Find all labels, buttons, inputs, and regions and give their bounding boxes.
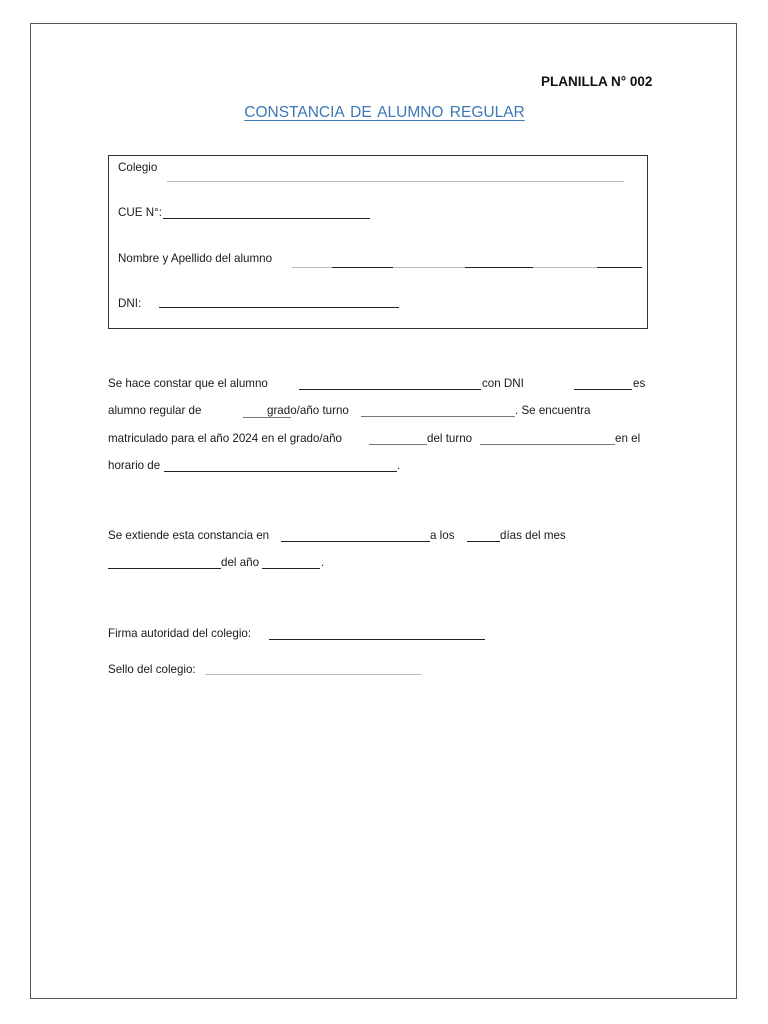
nombre-field-segment[interactable] [533, 267, 597, 268]
p1-line1-text: con DNI [482, 377, 524, 390]
planilla-number: PLANILLA N° 002 [541, 74, 653, 89]
dias-field[interactable] [467, 541, 500, 542]
dni-field[interactable] [159, 307, 399, 308]
document-title: CONSTANCIA DE ALUMNO REGULAR [244, 104, 525, 121]
nombre-field-segment[interactable] [465, 267, 533, 268]
nombre-field-segment[interactable] [332, 267, 393, 268]
p2-line1-text: días del mes [500, 529, 566, 542]
p1-line3-text: del turno [427, 432, 473, 445]
p1-line2-text: alumno regular de [108, 404, 202, 417]
p1-line1-text: es [633, 377, 646, 390]
alumno-dni-field[interactable] [574, 389, 632, 390]
firma-field[interactable] [269, 639, 485, 640]
document-page [30, 23, 737, 999]
nombre-field-segment[interactable] [597, 267, 642, 268]
p1-line4-text: horario de [108, 459, 161, 472]
p2-line1-text: a los [430, 529, 455, 542]
turno-field[interactable] [361, 416, 515, 417]
school-info-box [108, 155, 648, 329]
del-turno-field[interactable] [480, 444, 615, 445]
p1-line3-text: en el [615, 432, 641, 445]
colegio-field[interactable] [167, 181, 624, 182]
p1-line4-text: . [397, 459, 401, 472]
nombre-field-segment[interactable] [393, 267, 465, 268]
alumno-name-field[interactable] [299, 389, 481, 390]
firma-label: Firma autoridad del colegio: [108, 627, 252, 640]
p1-line2-text: . Se encuentra [515, 404, 591, 417]
sello-label: Sello del colegio: [108, 663, 196, 676]
grado-anio-field[interactable] [369, 444, 427, 445]
cue-label: CUE N°: [118, 206, 162, 219]
p2-line2-text: . [321, 556, 325, 569]
p1-line2-text: grado/año turno [267, 404, 349, 417]
p1-line3-text: matriculado para el año 2024 en el grado/año [108, 432, 342, 445]
nombre-label: Nombre y Apellido del alumno [118, 252, 273, 265]
grado-field[interactable] [243, 417, 291, 418]
horario-field[interactable] [164, 471, 397, 472]
sello-field[interactable] [205, 674, 421, 675]
p1-line1-text: Se hace constar que el alumno [108, 377, 268, 390]
anio-field[interactable] [262, 568, 320, 569]
lugar-field[interactable] [281, 541, 430, 542]
p2-line1-text: Se extiende esta constancia en [108, 529, 270, 542]
p2-line2-text: del año [221, 556, 260, 569]
nombre-field-segment[interactable] [292, 267, 332, 268]
cue-field[interactable] [163, 218, 370, 219]
colegio-label: Colegio [118, 161, 158, 174]
dni-label: DNI: [118, 297, 142, 310]
mes-field[interactable] [108, 568, 221, 569]
